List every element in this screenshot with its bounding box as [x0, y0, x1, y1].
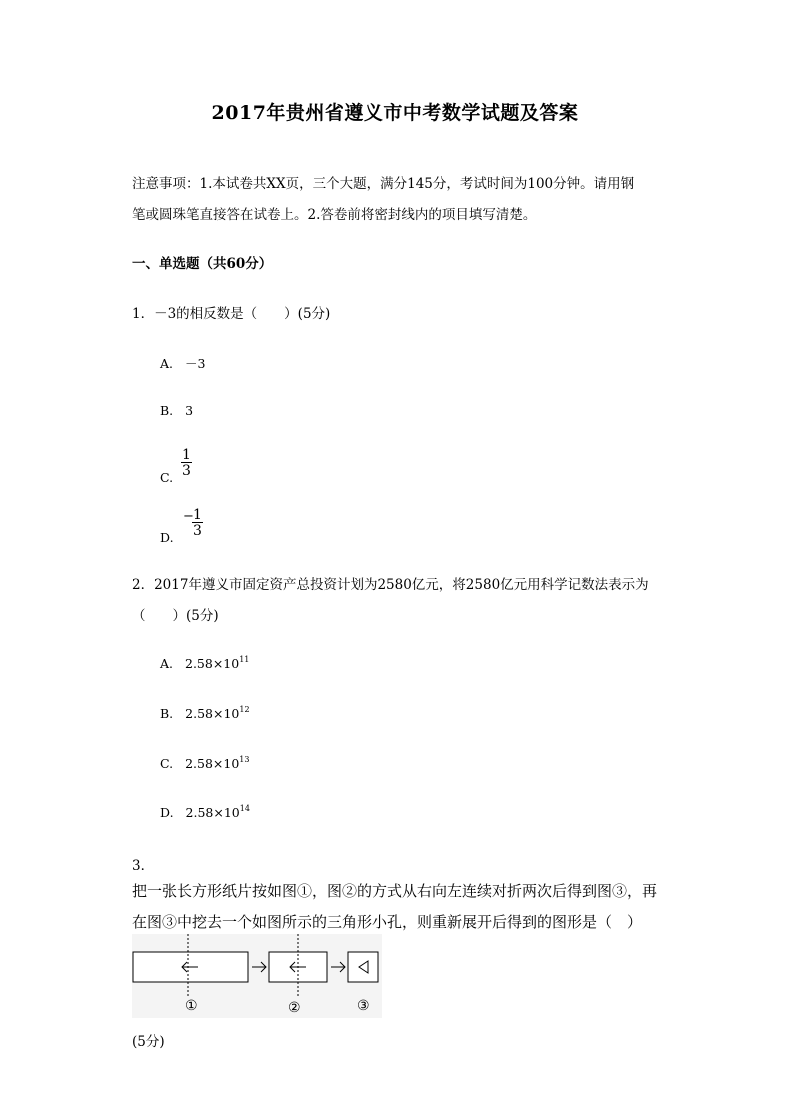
q2-option-d: [160, 804, 250, 820]
option-exponent: 11: [239, 655, 250, 664]
figure-3-square: [348, 952, 378, 982]
option-base: 2.58×10: [185, 656, 240, 671]
fraction-denominator: 3: [193, 523, 202, 539]
option-base: 2.58×10: [185, 706, 240, 721]
option-label: A.: [160, 656, 174, 671]
q3-stem-line-2: 在图③中挖去一个如图所示的三角形小孔，则重新展开后得到的图形是（ ）: [132, 913, 643, 931]
fraction-denominator: 3: [182, 463, 191, 479]
option-text: 3: [185, 403, 194, 418]
q1-option-d-minus: −: [183, 509, 194, 524]
q3-stem-line-1: 把一张长方形纸片按如图①，图②的方式从右向左连续对折两次后得到图③，再: [132, 882, 658, 900]
q1-option-d-label: D.: [160, 530, 174, 545]
q1-option-c-label: C.: [160, 470, 174, 485]
q2-option-c: [160, 755, 249, 771]
option-exponent: 12: [239, 705, 250, 714]
q3-folding-figure: [132, 934, 382, 1018]
option-label: A.: [160, 356, 174, 371]
fraction-numerator: 1: [193, 507, 202, 523]
notice-line-1: 注意事项：1.本试卷共XX页，三个大题，满分145分，考试时间为100分钟。请用钢: [132, 176, 635, 192]
figure-label-2: ②: [288, 1000, 301, 1016]
option-label: C.: [160, 756, 174, 771]
q1-option-d-fraction: [192, 508, 203, 538]
q1-stem: 1．－3的相反数是（ ）(5分): [132, 306, 331, 322]
page-title: 2017年贵州省遵义市中考数学试题及答案: [211, 102, 579, 124]
option-label: B.: [160, 403, 174, 418]
figure-label-3: ③: [357, 998, 370, 1014]
option-label: D.: [160, 805, 174, 820]
option-label: B.: [160, 706, 174, 721]
q2-option-b: [160, 705, 250, 721]
q3-number: 3．: [132, 858, 155, 874]
option-exponent: 13: [239, 755, 250, 764]
q1-option-b: [160, 403, 193, 418]
fraction-numerator: 1: [182, 447, 191, 463]
q2-stem-line-1: 2．2017年遵义市固定资产总投资计划为2580亿元，将2580亿元用科学记数法表示为: [132, 577, 649, 593]
q1-option-a: [160, 354, 205, 372]
section-heading: 一、单选题（共60分）: [132, 256, 273, 272]
option-base: 2.58×10: [185, 805, 240, 820]
q1-option-c-fraction: [181, 448, 192, 478]
q2-option-a: [160, 655, 249, 671]
q2-stem-line-2: （ ）(5分): [132, 608, 219, 624]
option-text: －3: [185, 356, 206, 371]
notice-line-2: 笔或圆珠笔直接答在试卷上。2.答卷前将密封线内的项目填写清楚。: [132, 207, 537, 223]
figure-label-1: ①: [185, 998, 198, 1014]
option-exponent: 14: [239, 804, 250, 813]
option-base: 2.58×10: [185, 756, 240, 771]
q3-score: (5分): [132, 1034, 165, 1050]
